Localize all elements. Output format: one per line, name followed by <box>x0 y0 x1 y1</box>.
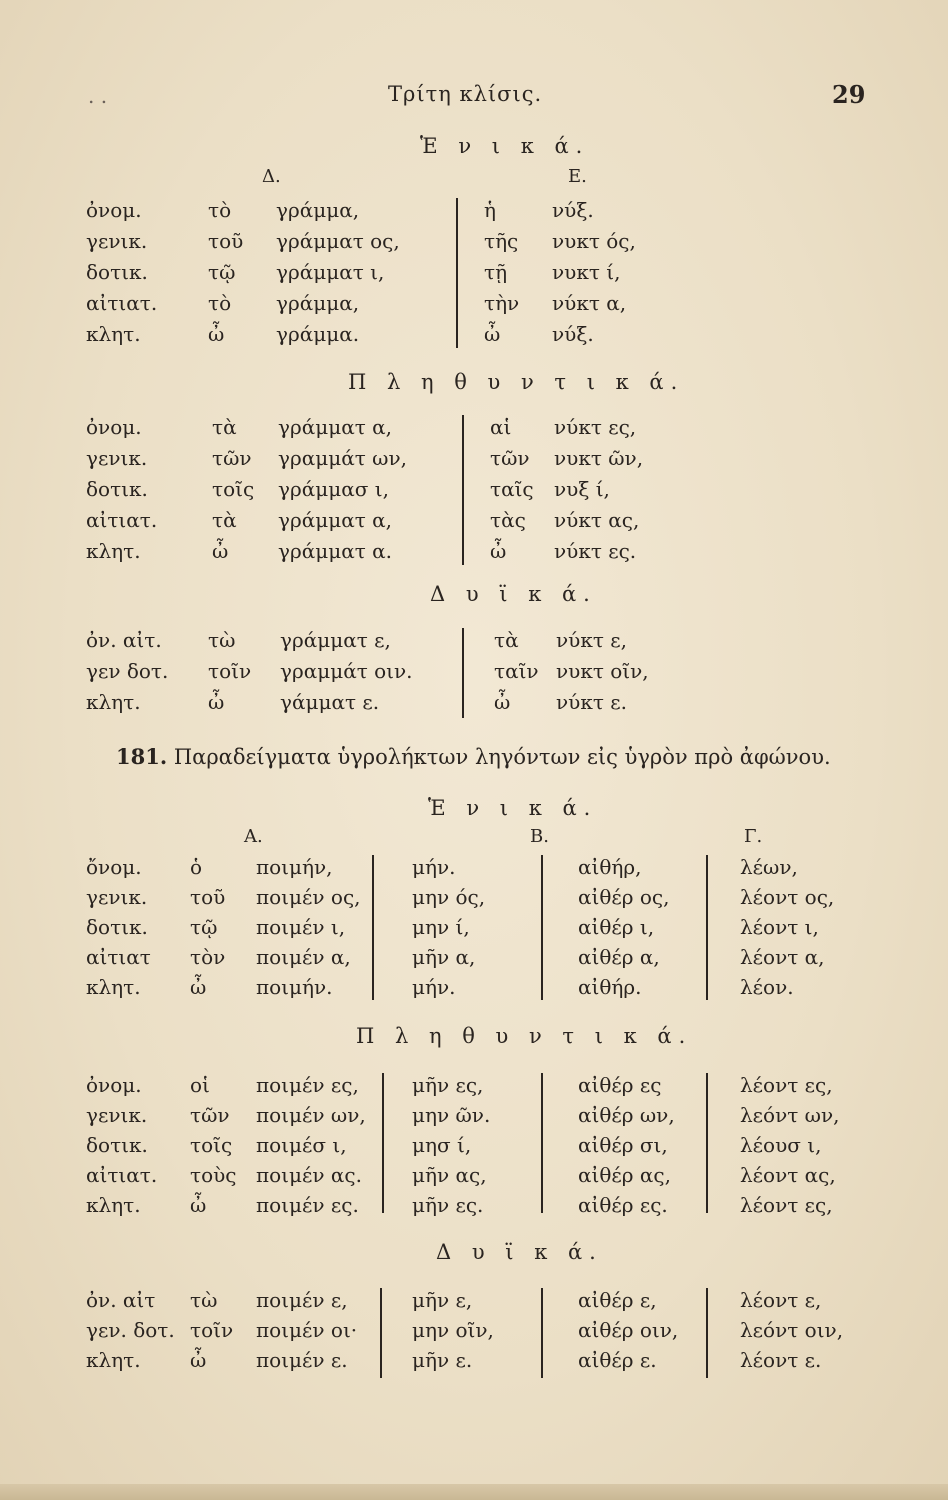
cell-case: κλητ. <box>86 690 141 714</box>
cell-case: αἰτιατ <box>86 945 151 969</box>
column-divider <box>380 1288 382 1378</box>
cell-e-art: ταῖς <box>490 477 534 501</box>
cell-art: τῶν <box>212 446 252 470</box>
cell-g: λέοντ ι, <box>740 915 819 939</box>
cell-art: τοῖς <box>212 477 255 501</box>
cell-e-art: ὦ <box>490 539 507 563</box>
cell-art: οἱ <box>190 1073 210 1097</box>
cell-art: τοῖν <box>208 659 252 683</box>
cell-case: γεν. δοτ. <box>86 1318 175 1342</box>
cell-a: ποιμέν ε, <box>256 1288 348 1312</box>
cell-form: γράμμα, <box>276 198 360 222</box>
cell-form: γράμματ α, <box>278 415 393 439</box>
cell-form: γράμματ α, <box>278 508 393 532</box>
cell-a: ποιμέν ων, <box>256 1103 366 1127</box>
section-181-title-line <box>116 744 831 769</box>
cell-b2: αἰθέρ ι, <box>578 915 655 939</box>
cell-form: γράμμα. <box>276 322 360 346</box>
cell-case: ὀν. αἰτ. <box>86 628 162 652</box>
cell-a: ποιμέσ ι, <box>256 1133 347 1157</box>
cell-e-form: νυκτ ῶν, <box>554 446 644 470</box>
column-divider <box>456 198 458 348</box>
cell-e-art: τῆς <box>484 229 519 253</box>
cell-art: τὸν <box>190 945 226 969</box>
cell-art: τῶν <box>190 1103 230 1127</box>
cell-b2: αἰθέρ ων, <box>578 1103 675 1127</box>
cell-e-art: τὴν <box>484 291 520 315</box>
cell-case: δοτικ. <box>86 1133 148 1157</box>
cell-art: τοῖς <box>190 1133 233 1157</box>
column-divider <box>541 855 543 1000</box>
section-number: 181. <box>116 744 168 769</box>
cell-art: ὦ <box>208 322 225 346</box>
cell-case: γενικ. <box>86 446 148 470</box>
cell-art: τοῦ <box>208 229 244 253</box>
cell-b2: αἰθέρ ες. <box>578 1193 668 1217</box>
cell-art: ὦ <box>190 1193 207 1217</box>
cell-b1: μην ός, <box>412 885 486 909</box>
cell-form: γάμματ ε. <box>280 690 380 714</box>
cell-e-art: ταῖν <box>494 659 539 683</box>
cell-b1: μῆν ας, <box>412 1163 487 1187</box>
cell-e-art: τὰ <box>494 628 519 652</box>
cell-case: γενικ. <box>86 229 148 253</box>
cell-form: γράμμα, <box>276 291 360 315</box>
cell-e-art: τὰς <box>490 508 526 532</box>
dual-heading-1: Δ υ ϊ κ ά. <box>430 582 597 606</box>
column-a-heading: Α. <box>244 826 263 847</box>
column-divider <box>372 855 374 1000</box>
cell-b2: αἰθέρ ες <box>578 1073 662 1097</box>
cell-art: ὦ <box>208 690 225 714</box>
cell-art: τὰ <box>212 508 237 532</box>
cell-g: λέοντ ε, <box>740 1288 822 1312</box>
cell-e-form: νύξ. <box>552 198 594 222</box>
cell-e-art: τῇ <box>484 260 508 284</box>
cell-art: τοὺς <box>190 1163 237 1187</box>
cell-art: τοῖν <box>190 1318 234 1342</box>
cell-a: ποιμέν ι, <box>256 915 346 939</box>
cell-g: λέοντ ε. <box>740 1348 822 1372</box>
page-edge <box>0 1484 948 1500</box>
cell-b2: αἰθήρ, <box>578 855 642 879</box>
cell-form: γραμμάτ οιν. <box>280 659 413 683</box>
plural-heading-1: Π λ η θ υ ν τ ι κ ά. <box>348 370 685 394</box>
cell-g: λέοντ ες, <box>740 1073 833 1097</box>
cell-art: ὦ <box>212 539 229 563</box>
cell-e-form: νυκτ οῖν, <box>556 659 649 683</box>
cell-a: ποιμήν. <box>256 975 333 999</box>
running-title: Τρίτη κλίσις. <box>388 82 543 106</box>
cell-case: ὀνομ. <box>86 198 142 222</box>
cell-b1: μην ί, <box>412 915 470 939</box>
cell-form: γράμματ ε, <box>280 628 391 652</box>
cell-b1: μησ ί, <box>412 1133 472 1157</box>
cell-e-form: νυξ ί, <box>554 477 610 501</box>
cell-case: δοτικ. <box>86 477 148 501</box>
cell-case: γενικ. <box>86 885 148 909</box>
cell-b2: αἰθέρ ε, <box>578 1288 657 1312</box>
cell-b2: αἰθέρ ος, <box>578 885 670 909</box>
cell-e-art: ὦ <box>494 690 511 714</box>
cell-g: λεόντ οιν, <box>740 1318 844 1342</box>
cell-case: αἰτιατ. <box>86 508 158 532</box>
cell-e-art: αἱ <box>490 415 512 439</box>
cell-a: ποιμέν ας. <box>256 1163 362 1187</box>
cell-b1: μῆν ε, <box>412 1288 473 1312</box>
cell-case: κλητ. <box>86 539 141 563</box>
cell-art: ὁ <box>190 855 203 879</box>
singular-heading-1: Ἑ ν ι κ ά. <box>420 134 590 158</box>
cell-case: κλητ. <box>86 1348 141 1372</box>
plural-heading-2: Π λ η θ υ ν τ ι κ ά. <box>356 1024 693 1048</box>
cell-case: ὄνομ. <box>86 855 142 879</box>
cell-e-form: νυκτ ός, <box>552 229 636 253</box>
column-divider <box>706 855 708 1000</box>
cell-e-form: νύκτ ας, <box>554 508 640 532</box>
cell-e-form: νύξ. <box>552 322 594 346</box>
cell-b1: μήν. <box>412 975 456 999</box>
cell-case: γενικ. <box>86 1103 148 1127</box>
column-divider <box>706 1288 708 1378</box>
cell-e-art: ὦ <box>484 322 501 346</box>
cell-g: λέον. <box>740 975 794 999</box>
page-number: 29 <box>832 80 866 109</box>
column-e-heading: Ε. <box>568 166 587 187</box>
cell-e-form: νυκτ ί, <box>552 260 621 284</box>
cell-case: αἰτιατ. <box>86 1163 158 1187</box>
cell-e-form: νύκτ ες. <box>554 539 637 563</box>
cell-case: κλητ. <box>86 975 141 999</box>
column-divider <box>382 1073 384 1213</box>
column-divider <box>706 1073 708 1213</box>
cell-b2: αἰθέρ ε. <box>578 1348 657 1372</box>
cell-e-art: ἡ <box>484 198 496 222</box>
cell-art: τῷ <box>208 260 236 284</box>
dual-heading-2: Δ υ ϊ κ ά. <box>436 1240 603 1264</box>
cell-b2: αἰθέρ ας, <box>578 1163 671 1187</box>
cell-e-form: νύκτ ε, <box>556 628 627 652</box>
cell-art: τὸ <box>208 198 232 222</box>
cell-case: αἰτιατ. <box>86 291 158 315</box>
cell-form: γράμματ ος, <box>276 229 400 253</box>
cell-form: γράμματ ι, <box>276 260 385 284</box>
cell-art: τὸ <box>208 291 232 315</box>
cell-b1: μῆν ε. <box>412 1348 473 1372</box>
column-divider <box>462 415 464 565</box>
cell-case: ὀν. αἰτ <box>86 1288 156 1312</box>
cell-b1: μην ῶν. <box>412 1103 491 1127</box>
column-d-heading: Δ. <box>262 166 281 187</box>
cell-a: ποιμέν ος, <box>256 885 361 909</box>
cell-art: τῷ <box>190 915 218 939</box>
cell-b2: αἰθέρ οιν, <box>578 1318 679 1342</box>
cell-case: κλητ. <box>86 322 141 346</box>
cell-e-form: νύκτ ες, <box>554 415 637 439</box>
cell-case: δοτικ. <box>86 915 148 939</box>
cell-case: ὀνομ. <box>86 1073 142 1097</box>
cell-a: ποιμέν ε. <box>256 1348 348 1372</box>
cell-art: τὼ <box>190 1288 218 1312</box>
cell-case: δοτικ. <box>86 260 148 284</box>
cell-g: λέουσ ι, <box>740 1133 822 1157</box>
column-g-heading: Γ. <box>744 826 763 847</box>
cell-form: γράμματ α. <box>278 539 393 563</box>
cell-e-form: νύκτ α, <box>552 291 627 315</box>
cell-b1: μῆν ες. <box>412 1193 484 1217</box>
cell-g: λέοντ ας, <box>740 1163 836 1187</box>
cell-case: κλητ. <box>86 1193 141 1217</box>
cell-form: γράμμασ ι, <box>278 477 389 501</box>
cell-a: ποιμέν ες. <box>256 1193 359 1217</box>
cell-art: τοῦ <box>190 885 226 909</box>
cell-g: λέοντ α, <box>740 945 825 969</box>
cell-b2: αἰθήρ. <box>578 975 642 999</box>
cell-case: γεν δοτ. <box>86 659 169 683</box>
cell-art: τὼ <box>208 628 236 652</box>
cell-b1: μῆν ες, <box>412 1073 484 1097</box>
column-b-heading: Β. <box>530 826 549 847</box>
column-divider <box>541 1288 543 1378</box>
cell-a: ποιμέν ες, <box>256 1073 359 1097</box>
cell-g: λέων, <box>740 855 798 879</box>
margin-dots: . . <box>88 84 108 108</box>
cell-e-art: τῶν <box>490 446 530 470</box>
cell-b1: μῆν α, <box>412 945 476 969</box>
cell-g: λέοντ ες, <box>740 1193 833 1217</box>
cell-art: τὰ <box>212 415 237 439</box>
cell-a: ποιμέν α, <box>256 945 351 969</box>
cell-form: γραμμάτ ων, <box>278 446 407 470</box>
column-divider <box>462 628 464 718</box>
section-title: Παραδείγματα ὑγρολήκτων ληγόντων εἰς ὑγρὸν πρὸ ἀφώνου. <box>173 745 831 769</box>
cell-b2: αἰθέρ σι, <box>578 1133 668 1157</box>
cell-art: ὦ <box>190 1348 207 1372</box>
cell-b1: μην οῖν, <box>412 1318 494 1342</box>
column-divider <box>541 1073 543 1213</box>
cell-g: λέοντ ος, <box>740 885 835 909</box>
cell-art: ὦ <box>190 975 207 999</box>
cell-e-form: νύκτ ε. <box>556 690 627 714</box>
cell-case: ὀνομ. <box>86 415 142 439</box>
singular-heading-2: Ἑ ν ι κ ά. <box>428 796 598 820</box>
cell-a: ποιμήν, <box>256 855 333 879</box>
cell-a: ποιμέν οι· <box>256 1318 358 1342</box>
cell-b2: αἰθέρ α, <box>578 945 660 969</box>
cell-g: λεόντ ων, <box>740 1103 840 1127</box>
cell-b1: μήν. <box>412 855 456 879</box>
